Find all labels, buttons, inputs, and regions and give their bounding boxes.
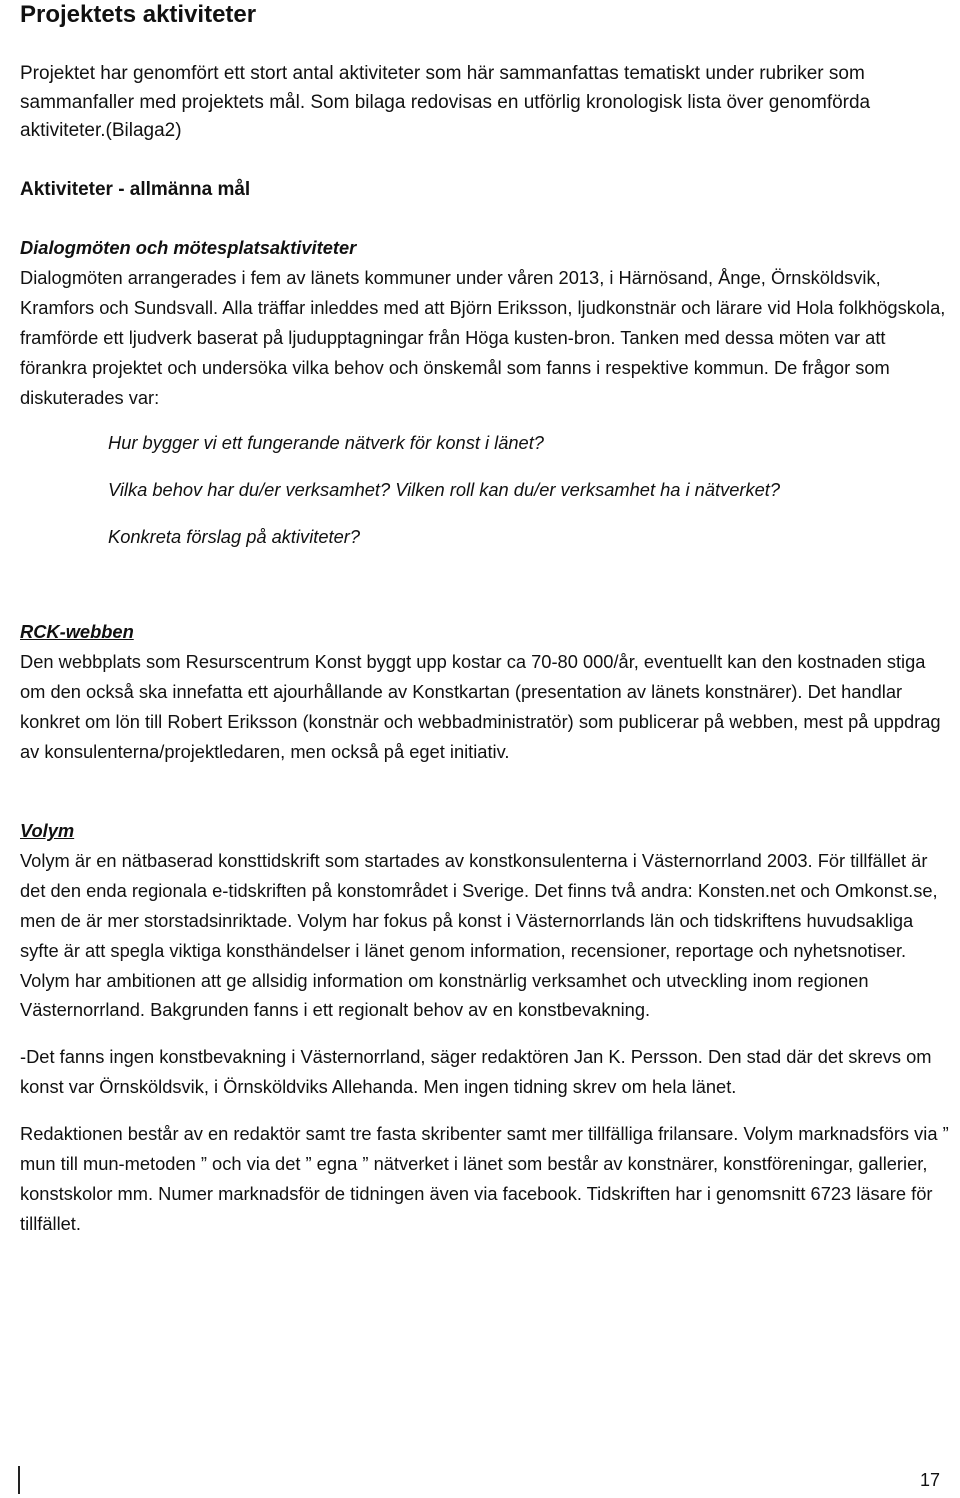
- dialog-section: [20, 233, 950, 412]
- volym-paragraph-1: Volym är en nätbaserad konsttidskrift som startades av konstkonsulenterna i Västernorrland 2003. För tillfället är det den enda regionala e-tidskriften på konstområdet i Sverige. Det finns två andra: Konsten.net och Omkonst.se, men de är mer storstadsinriktade. Volym har fokus på konst i Västernorrlands län och tidskriftens huvudsakliga syfte är att spegla viktiga konsthändelser i länet genom information, recensioner, reportage och nyhetsnotiser. Volym har ambitionen att ge allsidig information om konstnärlig verksamhet och utveckling inom regionen Västernorrland. Bakgrunden fanns i ett regionalt behov av en konstbevakning.: [20, 849, 938, 1021]
- section-heading: Aktiviteter - allmänna mål: [20, 179, 251, 200]
- question-list: [108, 428, 948, 569]
- volym-paragraph-3: Redaktionen består av en redaktör samt tre fasta skribenter samt mer tillfälliga frilansare. Volym marknadsförs via ” mun till mun-metoden ” och via det ” egna ” nätverket i länet som består av konstnärer, konstföreningar, gallerier, konstskolor mm. Numer marknadsför de tidningen även via facebook. Tidskriften har i genomsnitt 6723 läsare för tillfället.: [20, 1123, 949, 1234]
- rck-heading: RCK-webben: [20, 621, 134, 642]
- page-title: Projektets aktiviteter: [20, 1, 257, 28]
- volym-heading: Volym: [20, 820, 75, 841]
- footer-divider: [18, 1466, 20, 1494]
- question-item: Konkreta förslag på aktiviteter?: [108, 526, 361, 547]
- volym-section: [20, 816, 950, 1239]
- volym-paragraph-2: -Det fanns ingen konstbevakning i Västernorrland, säger redaktören Jan K. Persson. Den stad där det skrevs om konst var Örnsköldsvik, i Örnsköldviks Allehanda. Men ingen tidning skrev om hela länet.: [20, 1046, 932, 1098]
- page-number: 17: [919, 1470, 940, 1490]
- question-item: Hur bygger vi ett fungerande nätverk för konst i länet?: [108, 432, 544, 453]
- intro-paragraph: Projektet har genomfört ett stort antal aktiviteter som här sammanfattas tematiskt under rubriker som sammanfaller med projektets mål. Som bilaga redovisas en utförlig kronologisk lista över genomförda aktiviteter.(Bilaga2): [20, 63, 871, 141]
- dialog-heading: Dialogmöten och mötesplatsaktiviteter: [20, 237, 357, 258]
- dialog-paragraph: Dialogmöten arrangerades i fem av länets kommuner under våren 2013, i Härnösand, Ånge, Örnsköldsvik, Kramfors och Sundsvall. Alla träffar inleddes med att Björn Eriksson, ljudkonstnär och lärare vid Hola folkhögskola, framförde ett ljudverk baserat på ljudupptagningar från Höga kusten-bron. Tanken med dessa möten var att förankra projektet och undersöka vilka behov och önskemål som fanns i respektive kommun. De frågor som diskuterades var:: [20, 266, 946, 408]
- rck-section: [20, 617, 950, 767]
- question-item: Vilka behov har du/er verksamhet? Vilken roll kan du/er verksamhet ha i nätverket?: [108, 479, 781, 500]
- rck-paragraph: Den webbplats som Resurscentrum Konst byggt upp kostar ca 70-80 000/år, eventuellt kan den kostnaden stiga om den också ska innefatta ett ajourhållande av Konstkartan (presentation av länets konstnärer). Det handlar konkret om lön till Robert Eriksson (konstnär och webbadministratör) som publicerar på webben, mest på uppdrag av konsulenterna/projektledaren, men också på eget initiativ.: [20, 650, 941, 762]
